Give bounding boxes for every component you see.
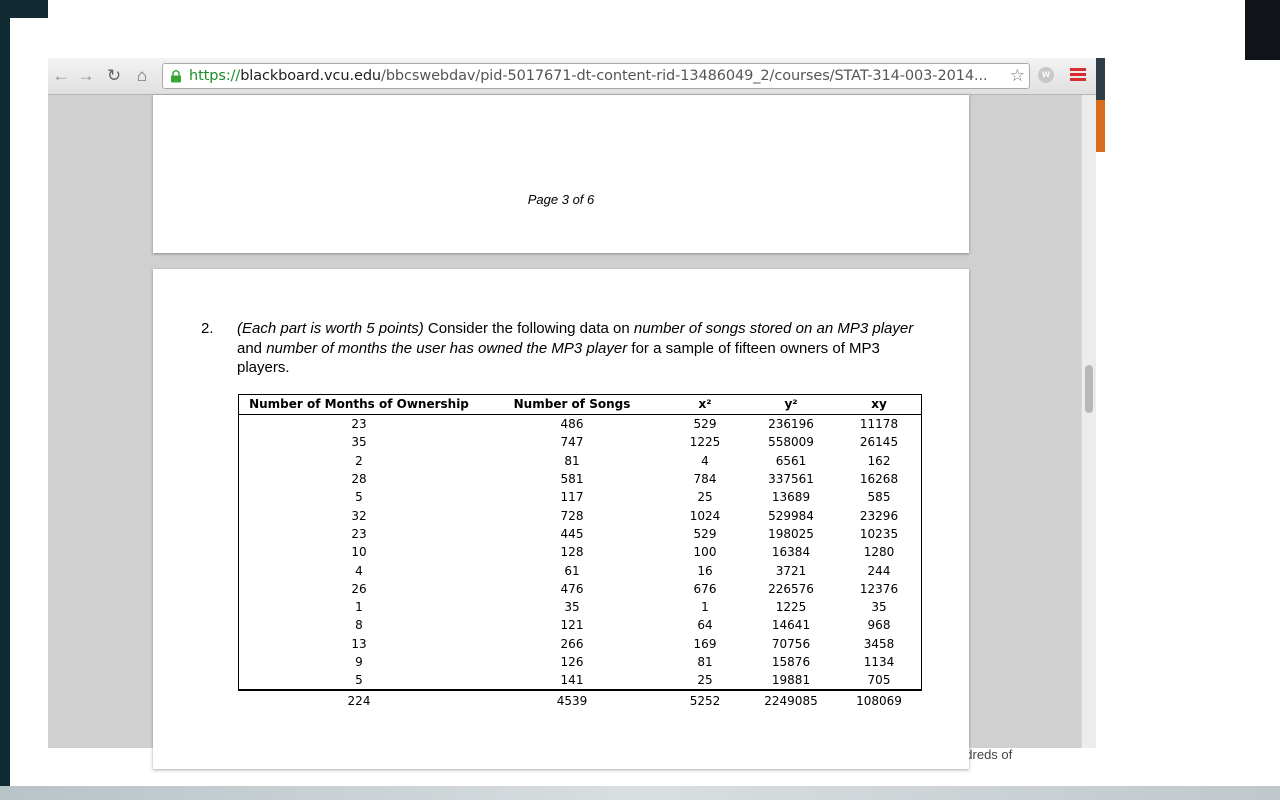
url-path: /bbcswebdav/pid-5017671-dt-content-rid-13486049_2/courses/STAT-314-003-2014... (381, 68, 988, 84)
table-cell: 676 (693, 581, 717, 596)
table-cell: 126 (560, 655, 584, 669)
table-row (238, 452, 922, 470)
table-cell: 486 (560, 417, 584, 432)
table-cell: 16 (697, 563, 713, 578)
table-body (238, 415, 922, 713)
table-cell: 128 (560, 545, 584, 560)
table-cell: 169 (693, 636, 717, 651)
table-cell: 35 (564, 600, 580, 615)
table-cell: 32 (351, 508, 367, 523)
table-cell: 784 (693, 472, 717, 487)
total-cell: 5252 (664, 690, 746, 713)
total-cell: 2249085 (746, 690, 836, 713)
column-header: y² (746, 394, 836, 415)
table-cell: 968 (867, 618, 891, 633)
table-cell: 23 (351, 526, 367, 541)
table-cell: 3721 (775, 563, 807, 578)
table-row (238, 653, 922, 671)
table-cell: 728 (560, 508, 584, 523)
table-cell: 10 (351, 545, 367, 560)
total-cell: 108069 (836, 690, 922, 713)
table-cell: 19881 (771, 673, 811, 688)
table-row (238, 470, 922, 488)
total-cell: 4539 (480, 690, 664, 713)
table-cell: 226576 (768, 581, 814, 596)
dock-strip (0, 786, 1280, 800)
home-icon[interactable]: ⌂ (136, 66, 148, 85)
pdf-page-3 (153, 95, 969, 253)
table-cell: 23296 (859, 508, 899, 523)
table-cell: 162 (867, 453, 891, 468)
table-cell: 15876 (771, 655, 811, 669)
table-row (238, 506, 922, 524)
table-cell: 5 (355, 673, 363, 688)
column-header: Number of Songs (480, 394, 664, 415)
table-cell: 1280 (863, 545, 895, 560)
table-row (238, 488, 922, 506)
reload-icon[interactable]: ↻ (106, 66, 122, 85)
table-cell: 4 (701, 453, 709, 468)
table-row (238, 561, 922, 579)
browser-window (48, 58, 1096, 748)
table-row (238, 415, 922, 434)
url-host: blackboard.vcu.edu (240, 68, 382, 84)
table-cell: 198025 (768, 526, 814, 541)
column-header: x² (664, 394, 746, 415)
table-cell: 1 (701, 600, 709, 615)
question-text: (Each part is worth 5 points) Consider the following data on number of songs stored on an MP3 player and number of months the user has owned the MP3 player for a sample of fifteen owners of MP3 players. (237, 320, 914, 376)
question-points: (Each part is worth 5 points) (237, 320, 424, 337)
table-cell: 1225 (689, 435, 721, 450)
back-icon[interactable]: ← (52, 66, 70, 85)
table-cell: 26 (351, 581, 367, 596)
extension-icon[interactable]: w (1038, 67, 1054, 83)
table-cell: 121 (560, 618, 584, 633)
url-text[interactable] (189, 68, 987, 84)
table-totals-row (238, 690, 922, 713)
total-cell: 224 (238, 690, 480, 713)
table-cell: 8 (355, 618, 363, 633)
page-footer: Page 3 of 6 (527, 192, 595, 207)
lock-icon (170, 70, 182, 83)
table-cell: 12376 (859, 581, 899, 596)
column-header: Number of Months of Ownership (238, 394, 480, 415)
table-cell: 25 (697, 673, 713, 688)
table-cell: 705 (867, 673, 891, 688)
pdf-page-4 (153, 269, 969, 769)
table-cell: 13689 (771, 490, 811, 505)
table-row (238, 671, 922, 690)
table-cell: 11178 (859, 417, 899, 432)
table-cell: 10235 (859, 526, 899, 541)
browser-toolbar (48, 58, 1096, 95)
table-cell: 1 (355, 600, 363, 615)
table-cell: 35 (351, 435, 367, 450)
table-cell: 747 (560, 435, 584, 450)
table-row (238, 616, 922, 634)
table-row (238, 433, 922, 451)
column-header: xy (836, 394, 922, 415)
table-cell: 529 (693, 417, 717, 432)
table-cell: 100 (693, 545, 717, 560)
table-cell: 141 (560, 673, 584, 688)
table-cell: 64 (697, 618, 713, 633)
scrollbar-thumb[interactable] (1085, 365, 1093, 413)
table-cell: 4 (355, 563, 363, 578)
question-number: 2. (201, 320, 214, 337)
table-cell: 81 (564, 453, 580, 468)
table-cell: 445 (560, 526, 584, 541)
table-cell: 585 (867, 490, 891, 505)
table-row (238, 598, 922, 616)
table-cell: 28 (351, 472, 367, 487)
table-cell: 3458 (863, 636, 895, 651)
background-orange-tab (1096, 100, 1105, 152)
star-icon[interactable]: ☆ (1009, 66, 1025, 85)
table-cell: 1134 (863, 655, 895, 669)
table-header-row (238, 394, 922, 415)
table-cell: 558009 (768, 435, 814, 450)
table-cell: 26145 (859, 435, 899, 450)
table-cell: 14641 (771, 618, 811, 633)
forward-icon[interactable]: → (77, 66, 95, 85)
table-cell: 2 (355, 453, 363, 468)
table-row (238, 525, 922, 543)
table-cell: 266 (560, 636, 584, 651)
table-cell: 6561 (775, 453, 807, 468)
table-cell: 1225 (775, 600, 807, 615)
table-cell: 244 (867, 563, 891, 578)
table-cell: 529984 (768, 508, 814, 523)
table-cell: 529 (693, 526, 717, 541)
table-cell: 581 (560, 472, 584, 487)
url-scheme: https:// (189, 68, 241, 84)
table-cell: 13 (351, 636, 367, 651)
table-cell: 337561 (768, 472, 814, 487)
table-cell: 236196 (768, 417, 814, 432)
table-row (238, 635, 922, 653)
table-cell: 1024 (689, 508, 721, 523)
menu-icon[interactable] (1070, 68, 1086, 84)
table-row (238, 543, 922, 561)
table-cell: 16268 (859, 472, 899, 487)
vertical-scrollbar[interactable] (1081, 95, 1096, 748)
table-cell: 5 (355, 490, 363, 505)
table-cell: 70756 (771, 636, 811, 651)
table-cell: 81 (697, 655, 713, 669)
address-bar[interactable] (162, 63, 1030, 89)
table-cell: 35 (871, 600, 887, 615)
data-table (238, 394, 922, 712)
background-window-edge (1096, 58, 1105, 100)
table-cell: 23 (351, 417, 367, 432)
table-cell: 25 (697, 490, 713, 505)
table-row (238, 580, 922, 598)
table-cell: 476 (560, 581, 584, 596)
table-cell: 16384 (771, 545, 811, 560)
desktop-background-top-right (1245, 0, 1280, 60)
table-cell: 117 (560, 490, 584, 505)
table-cell: 9 (355, 655, 363, 669)
pdf-viewer[interactable] (48, 95, 1096, 748)
table-cell: 61 (564, 563, 580, 578)
